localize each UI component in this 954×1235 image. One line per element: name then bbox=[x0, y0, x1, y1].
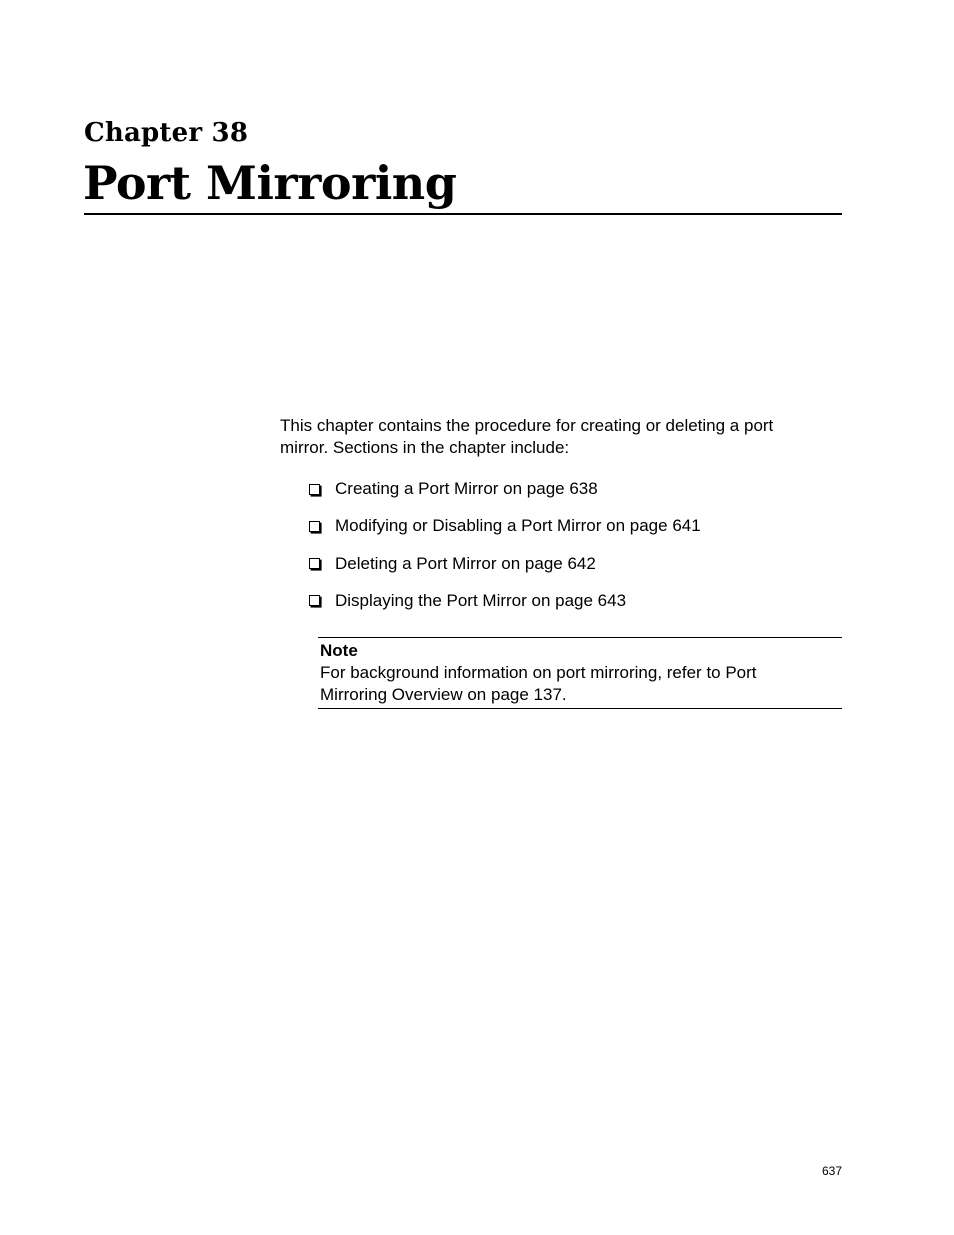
note-heading: Note bbox=[320, 641, 358, 660]
note-box bbox=[318, 637, 842, 709]
list-item[interactable] bbox=[308, 477, 701, 501]
list-item[interactable] bbox=[308, 552, 701, 576]
title-rule bbox=[84, 213, 842, 215]
note-body[interactable]: For background information on port mirroring, refer to Port Mirroring Overview on page 137. bbox=[320, 663, 757, 704]
section-link-modifying[interactable]: Modifying or Disabling a Port Mirror on page 641 bbox=[335, 516, 701, 536]
section-list bbox=[308, 477, 701, 626]
section-link-displaying[interactable]: Displaying the Port Mirror on page 643 bbox=[335, 590, 627, 610]
checkbox-icon bbox=[309, 558, 320, 569]
page-number: 637 bbox=[822, 1164, 843, 1178]
checkbox-icon bbox=[309, 484, 320, 495]
chapter-title: Port Mirroring bbox=[83, 156, 457, 210]
list-item[interactable] bbox=[308, 514, 701, 538]
intro-paragraph: This chapter contains the procedure for creating or deleting a port mirror. Sections in the chapter include: bbox=[280, 416, 774, 457]
checkbox-icon bbox=[309, 595, 320, 606]
section-link-creating[interactable]: Creating a Port Mirror on page 638 bbox=[335, 479, 598, 498]
section-link-deleting[interactable]: Deleting a Port Mirror on page 642 bbox=[335, 553, 596, 573]
list-item[interactable] bbox=[308, 589, 701, 613]
chapter-label: Chapter 38 bbox=[84, 118, 249, 148]
checkbox-icon bbox=[309, 521, 320, 532]
